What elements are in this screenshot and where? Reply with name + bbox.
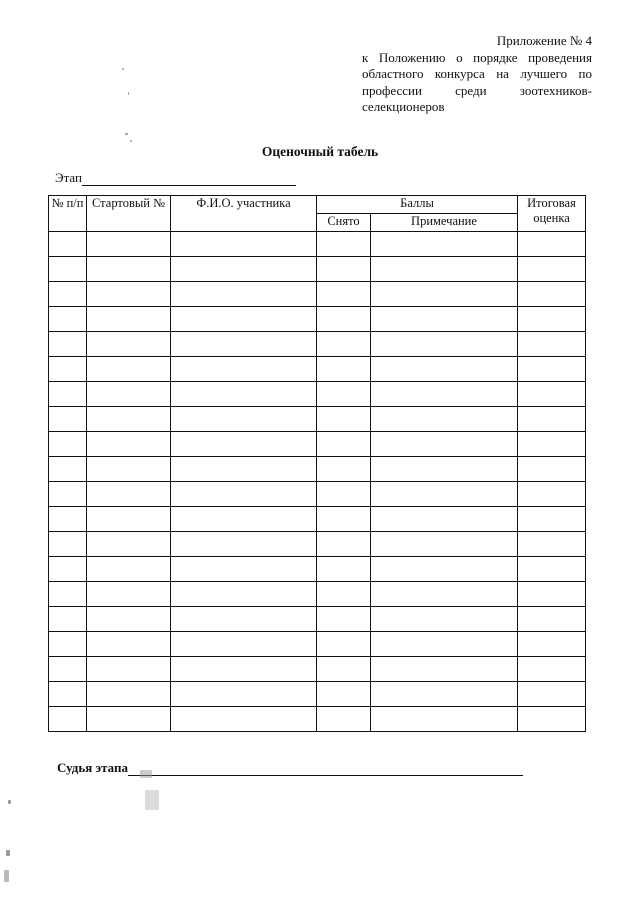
judge-field (57, 760, 523, 776)
table-row (49, 532, 586, 557)
cell-note (371, 407, 518, 432)
cell-participant-name (171, 557, 317, 582)
cell-start-number (87, 457, 171, 482)
cell-participant-name (171, 707, 317, 732)
cell-num (49, 682, 87, 707)
table-row (49, 432, 586, 457)
cell-note (371, 582, 518, 607)
stage-field (55, 170, 296, 186)
cell-participant-name (171, 582, 317, 607)
cell-removed (317, 332, 371, 357)
cell-num (49, 482, 87, 507)
cell-start-number (87, 407, 171, 432)
cell-num (49, 232, 87, 257)
cell-participant-name (171, 482, 317, 507)
cell-participant-name (171, 657, 317, 682)
cell-start-number (87, 307, 171, 332)
judge-fill-line (128, 763, 523, 776)
scan-noise (8, 800, 11, 804)
cell-removed (317, 432, 371, 457)
cell-note (371, 632, 518, 657)
score-table (48, 195, 586, 732)
table-row (49, 507, 586, 532)
cell-note (371, 382, 518, 407)
cell-start-number (87, 357, 171, 382)
cell-note (371, 707, 518, 732)
table-row (49, 382, 586, 407)
cell-num (49, 582, 87, 607)
cell-removed (317, 582, 371, 607)
cell-num (49, 607, 87, 632)
table-row (49, 632, 586, 657)
cell-num (49, 457, 87, 482)
cell-removed (317, 482, 371, 507)
cell-note (371, 257, 518, 282)
cell-note (371, 307, 518, 332)
cell-num (49, 432, 87, 457)
cell-removed (317, 232, 371, 257)
cell-removed (317, 257, 371, 282)
cell-final-score (518, 307, 586, 332)
table-row (49, 407, 586, 432)
scan-noise (125, 133, 128, 135)
cell-final-score (518, 532, 586, 557)
cell-participant-name (171, 507, 317, 532)
cell-removed (317, 357, 371, 382)
cell-final-score (518, 632, 586, 657)
cell-num (49, 307, 87, 332)
cell-start-number (87, 657, 171, 682)
cell-num (49, 282, 87, 307)
cell-num (49, 657, 87, 682)
table-row (49, 457, 586, 482)
header-points: Баллы (317, 196, 518, 214)
cell-start-number (87, 532, 171, 557)
table-row (49, 307, 586, 332)
header-num: № п/п (49, 196, 87, 232)
cell-start-number (87, 607, 171, 632)
cell-removed (317, 657, 371, 682)
cell-removed (317, 557, 371, 582)
cell-start-number (87, 432, 171, 457)
cell-removed (317, 407, 371, 432)
header-note: Примечание (371, 214, 518, 232)
cell-note (371, 482, 518, 507)
cell-final-score (518, 707, 586, 732)
cell-note (371, 332, 518, 357)
scan-noise (4, 870, 9, 882)
cell-participant-name (171, 457, 317, 482)
cell-final-score (518, 432, 586, 457)
cell-participant-name (171, 307, 317, 332)
cell-num (49, 707, 87, 732)
table-row (49, 607, 586, 632)
cell-final-score (518, 582, 586, 607)
cell-start-number (87, 682, 171, 707)
cell-final-score (518, 282, 586, 307)
table-row (49, 332, 586, 357)
appendix-number: Приложение № 4 (496, 33, 592, 48)
scan-noise (6, 850, 10, 856)
document-title: Оценочный табель (261, 144, 379, 159)
scan-noise (128, 92, 129, 95)
judge-label: Судья этапа (57, 760, 128, 775)
cell-start-number (87, 707, 171, 732)
cell-start-number (87, 507, 171, 532)
cell-start-number (87, 332, 171, 357)
cell-removed (317, 682, 371, 707)
table-row (49, 357, 586, 382)
cell-final-score (518, 232, 586, 257)
stage-fill-line (82, 172, 296, 186)
appendix-text: к Положению о порядке проведения областного конкурса на лучшего по профессии среди зоотехников-селекционеров (362, 49, 592, 114)
scan-noise (130, 140, 132, 142)
cell-start-number (87, 557, 171, 582)
cell-removed (317, 457, 371, 482)
cell-removed (317, 507, 371, 532)
cell-participant-name (171, 282, 317, 307)
table-row (49, 582, 586, 607)
cell-participant-name (171, 632, 317, 657)
table-row (49, 707, 586, 732)
table-row (49, 682, 586, 707)
cell-start-number (87, 282, 171, 307)
cell-num (49, 632, 87, 657)
cell-final-score (518, 607, 586, 632)
cell-note (371, 657, 518, 682)
cell-final-score (518, 507, 586, 532)
cell-removed (317, 607, 371, 632)
cell-final-score (518, 382, 586, 407)
cell-note (371, 557, 518, 582)
header-final-score: Итоговая оценка (518, 196, 586, 232)
cell-num (49, 332, 87, 357)
cell-num (49, 557, 87, 582)
cell-removed (317, 282, 371, 307)
cell-participant-name (171, 532, 317, 557)
cell-note (371, 282, 518, 307)
cell-note (371, 232, 518, 257)
cell-num (49, 507, 87, 532)
cell-participant-name (171, 682, 317, 707)
table-row (49, 557, 586, 582)
cell-final-score (518, 407, 586, 432)
cell-removed (317, 382, 371, 407)
cell-final-score (518, 557, 586, 582)
cell-note (371, 532, 518, 557)
cell-num (49, 382, 87, 407)
table-row (49, 232, 586, 257)
cell-num (49, 257, 87, 282)
cell-participant-name (171, 232, 317, 257)
cell-start-number (87, 632, 171, 657)
cell-removed (317, 532, 371, 557)
table-row (49, 482, 586, 507)
cell-final-score (518, 657, 586, 682)
header-removed: Снято (317, 214, 371, 232)
scan-noise (122, 68, 124, 70)
cell-start-number (87, 257, 171, 282)
cell-note (371, 432, 518, 457)
header-start-number: Стартовый № (87, 196, 171, 232)
cell-removed (317, 707, 371, 732)
cell-participant-name (171, 257, 317, 282)
cell-participant-name (171, 382, 317, 407)
cell-note (371, 607, 518, 632)
table-row (49, 657, 586, 682)
cell-final-score (518, 332, 586, 357)
cell-num (49, 407, 87, 432)
cell-final-score (518, 357, 586, 382)
cell-note (371, 457, 518, 482)
cell-final-score (518, 482, 586, 507)
cell-note (371, 357, 518, 382)
table-row (49, 257, 586, 282)
cell-participant-name (171, 432, 317, 457)
cell-num (49, 532, 87, 557)
cell-final-score (518, 257, 586, 282)
scan-noise (145, 790, 159, 810)
cell-start-number (87, 382, 171, 407)
cell-participant-name (171, 407, 317, 432)
table-body (49, 232, 586, 732)
cell-start-number (87, 232, 171, 257)
cell-final-score (518, 457, 586, 482)
stage-label: Этап (55, 170, 82, 185)
cell-participant-name (171, 332, 317, 357)
cell-note (371, 682, 518, 707)
appendix-block (362, 33, 592, 116)
cell-participant-name (171, 607, 317, 632)
cell-start-number (87, 582, 171, 607)
scan-noise (140, 770, 152, 778)
cell-final-score (518, 682, 586, 707)
cell-num (49, 357, 87, 382)
cell-note (371, 507, 518, 532)
cell-participant-name (171, 357, 317, 382)
cell-start-number (87, 482, 171, 507)
table-row (49, 282, 586, 307)
cell-removed (317, 307, 371, 332)
cell-removed (317, 632, 371, 657)
header-participant-name: Ф.И.О. участника (171, 196, 317, 232)
